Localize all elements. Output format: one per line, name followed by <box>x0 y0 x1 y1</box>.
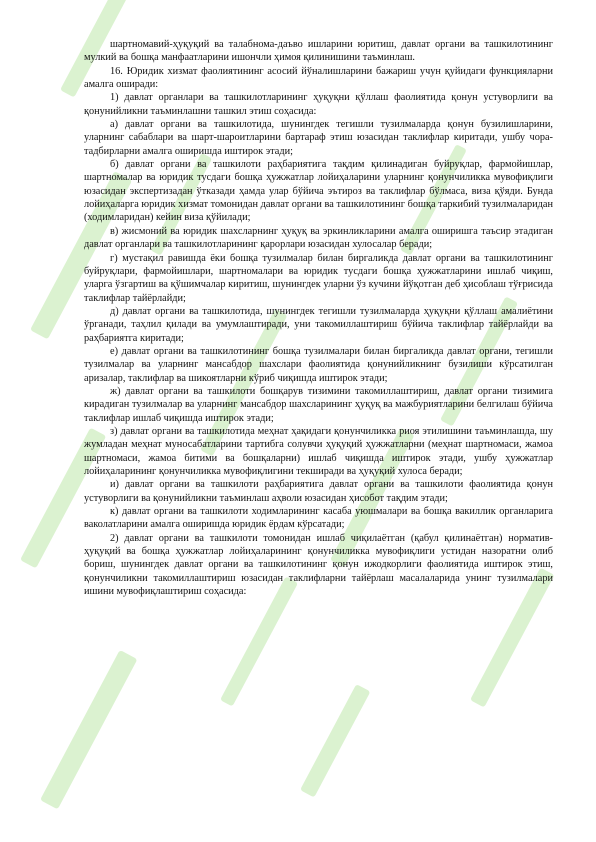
paragraph: ж) давлат органи ва ташкилоти бошқарув тизимини такомиллаштириш, давлат органи тизимига кирадиган тузилмалар ва уларнинг мансабдор шахсларининг ҳуқуқ ва мажбуриятларини белгилаш бўйича таклифлар ишлаб чиқишда иштирок этади; <box>84 385 553 424</box>
paragraph: е) давлат органи ва ташкилотининг бошқа тузилмалари билан биргаликда давлат органи, тегишли тузилмалар ва уларнинг мансабдор шахслари фаолиятида қонунийликнинг бузилиши кўрсатилган аризалар, таклифлар ва шикоятларни кўриб чиқишда иштирок этади; <box>84 345 553 384</box>
watermark-stripe <box>300 684 370 797</box>
paragraph: 2) давлат органи ва ташкилоти томонидан ишлаб чиқилаётган (қабул қилинаётган) норматив-ҳуқуқий ва бошқа ҳужжатлар лойиҳаларининг қонунчиликка мувофиқлиги устидан назоратни олиб бориш, шунингдек давлат органи ва ташкилотининг қонун ижодкорлиги фаолиятида иштирок этиш, қонунчиликни такомиллаштириш юзасидан таклифларни тайёрлаш масалаларида унинг тузилмалари ишини мувофиқлаштириш соҳасида: <box>84 532 553 598</box>
paragraph: б) давлат органи ва ташкилоти раҳбариятига тақдим қилинадиган буйруқлар, фармойишлар, шартномалар ва юридик тусдаги бошқа ҳужжатлар лойиҳаларини уларнинг қонунчиликка мувофиқлиги юзасидан экспертизадан ўтказади ҳамда улар бўйича эътироз ва таклифлар бўлмаса, виза қўяди. Бунда лойиҳаларга юридик хизмат томонидан давлат органи ва ташкилотининг бошқа таркибий тузилмаларидан (ходимларидан) кейин виза қўйилади; <box>84 159 553 224</box>
paragraph: 16. Юридик хизмат фаолиятининг асосий йўналишларини бажариш учун қуйидаги функцияларни амалга оширади: <box>84 65 553 91</box>
paragraph: к) давлат органи ва ташкилоти ходимларининг касаба уюшмалари ва бошқа вакиллик органларига ваколатларини амалга оширишда юридик ёрдам кўрсатади; <box>84 506 553 531</box>
paragraph: в) жисмоний ва юридик шахсларнинг ҳуқуқ ва эркинликларини амалга оширишга таъсир этадиган давлат органлари ва ташкилотларининг қарорлари юзасидан хулосалар беради; <box>84 225 553 251</box>
watermark-stripe <box>40 650 137 809</box>
paragraph: 1) давлат органлари ва ташкилотларининг ҳуқуқни қўллаш фаолиятида қонун устуворлиги ва қонунийликни таъминлашни ташкил этиш соҳасида: <box>84 92 553 117</box>
paragraph: з) давлат органи ва ташкилотида меҳнат ҳақидаги қонунчиликка риоя этилишини таъминлашда, шу жумладан меҳнат муносабатларини тартибга солувчи ҳуқуқий ҳужжатларни (меҳнат шартномаси, жамоа шартномаси, жамоа битими ва бошқаларни) ишлаб чиқишда иштирок этади, ушбу ҳужжатлар лойиҳаларининг қонунчиликка мувофиқлигини текширади ва ҳуқуқий хулоса беради; <box>84 425 553 477</box>
paragraph: д) давлат органи ва ташкилотида, шунингдек тегишли тузилмаларда ҳуқуқни қўллаш амалиётини ўрганади, таҳлил қилади ва умумлаштиради, уни такомиллаштириш бўйича таклифлар тайёрлайди ва раҳбариятга киритади; <box>84 305 553 344</box>
paragraph: шартномавий-ҳуқуқий ва талабнома-даъво ишларини юритиш, давлат органи ва ташкилотининг мулкий ва бошқа манфаатларини ишончли ҳимоя қилинишини таъминлаш. <box>84 39 553 64</box>
paragraph: а) давлат органи ва ташкилотида, шунингдек тегишли тузилмаларда қонун бузилишларини, уларнинг сабаблари ва шарт-шароитларини бартараф этиш юзасидан таклифлар киритади, ушбу чора-тадбирларни амалга оширишда иштирок этади; <box>84 119 553 157</box>
paragraph: и) давлат органи ва ташкилоти раҳбариятига давлат органи ва ташкилоти фаолиятида қонун устуворлиги ва қонунийликни таъминлаш аҳволи юзасидан ҳисобот тақдим этади; <box>84 479 553 504</box>
paragraph: г) мустақил равишда ёки бошқа тузилмалар билан биргаликда давлат органи ва ташкилотининг буйруқлари, фармойишлари, шартномалари ва юридик тусдаги бошқа ҳужжатларини ишлаб чиқиш, уларга ўзгартиш ва қўшимчалар киритиш, шунингдек уларни ўз кучини йўқотган деб ҳисоблаш тўғрисида таклифлар тайёрлайди; <box>84 252 553 304</box>
document-body <box>84 38 553 598</box>
